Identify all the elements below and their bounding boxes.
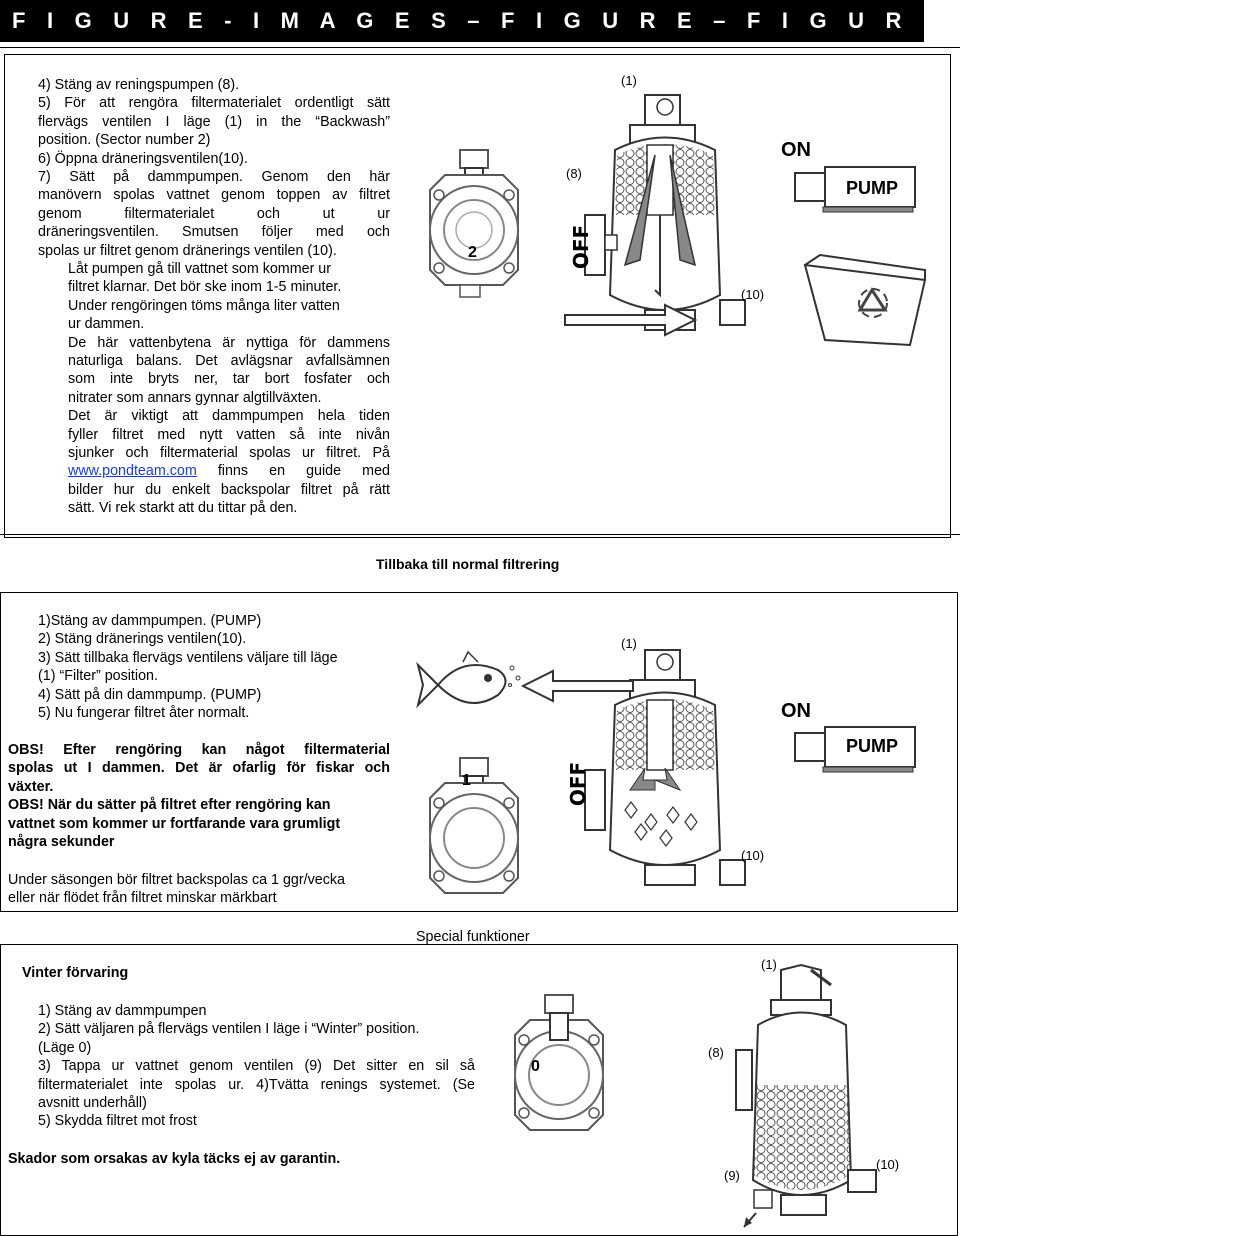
pump-on-label: ON <box>781 139 811 161</box>
text-line: (1) “Filter” position. <box>38 668 158 685</box>
text-line: filtermaterialet inte spolas ur. 4)Tvätta renings systemet. (Se <box>38 1076 475 1093</box>
text-line: Under rengöringen töms många liter vatten <box>68 297 340 314</box>
text-line: spolas ut I dammen. Det är ofarlig för fiskar och <box>8 760 390 777</box>
pump-on-label: ON <box>781 700 811 722</box>
text-line: naturliga balans. Det avlägsnar avfallsämnen <box>68 353 390 370</box>
label-valve: (1) <box>621 73 637 88</box>
text-line: avsnitt underhåll) <box>38 1095 147 1112</box>
text-line: 4) Stäng av reningspumpen (8). <box>38 77 240 93</box>
label-pump-8: (8) <box>566 166 582 181</box>
section-title-special: Special funktioner <box>416 929 530 945</box>
text-line: 7) Sätt på dammpumpen. Genom den här <box>38 169 390 186</box>
text-line: manövern spolas vattnet genom toppen av filtret <box>38 187 390 204</box>
section-title-normal: Tillbaka till normal filtrering <box>376 556 560 572</box>
valve-dial-backwash <box>415 150 545 300</box>
text-line: 1) Stäng av dammpumpen <box>38 1003 207 1019</box>
text-line: 5) Nu fungerar filtret åter normalt. <box>38 705 250 722</box>
warranty-note: Skador som orsakas av kyla täcks ej av garantin. <box>8 1151 341 1167</box>
off-label: OFF <box>566 761 590 807</box>
text-line: 1)Stäng av dammpumpen. (PUMP) <box>38 613 262 629</box>
label-drain-10: (10) <box>741 848 765 863</box>
label-valve: (1) <box>621 636 637 651</box>
arrow-right-icon <box>565 300 705 340</box>
text-line: (Läge 0) <box>38 1039 92 1056</box>
recycle-bin-icon <box>800 255 930 350</box>
pump-label: PUMP <box>846 178 899 198</box>
fish-icon <box>418 650 528 720</box>
text-line: som inte bryts ner, tar bort fosfater och <box>68 371 390 388</box>
text-line: genom filtermaterialet och ut ur <box>38 205 390 222</box>
arrow-left-icon <box>523 666 633 706</box>
valve-dial-filter <box>415 758 545 908</box>
divider <box>0 534 960 535</box>
winter-title: Vinter förvaring <box>22 965 129 981</box>
label-drain-9: (9) <box>724 1168 740 1183</box>
label-valve: (1) <box>761 957 777 972</box>
text-line: bilder hur du enkelt backspolar filtret på rätt <box>68 481 390 498</box>
text-fragment: finns en guide med <box>196 463 390 480</box>
text-line: 3) Sätt tillbaka flervägs ventilens väljare till läge <box>38 649 338 666</box>
text-line: eller när flödet från filtret minskar märkbart <box>8 890 277 907</box>
text-line: 6) Öppna dräneringsventilen(10). <box>38 150 248 167</box>
text-line: sätt. Vi rek starkt att du tittar på den. <box>68 500 298 517</box>
text-line: 2) Stäng dränerings ventilen(10). <box>38 631 247 648</box>
normal-warnings <box>8 741 390 851</box>
pondteam-link[interactable]: www.pondteam.com <box>68 463 197 480</box>
text-line: några sekunder <box>8 834 115 851</box>
text-line: Låt pumpen gå till vattnet som kommer ur <box>68 261 332 277</box>
text-line: De här vattenbytena är nyttiga för dammens <box>68 334 390 351</box>
filter-tank-winter <box>736 965 886 1233</box>
text-line: vattnet som kommer ur fortfarande vara grumligt <box>8 815 341 832</box>
text-line: position. (Sector number 2) <box>38 132 211 149</box>
off-label: OFF <box>569 224 593 270</box>
text-line: ur dammen. <box>68 316 145 333</box>
normal-steps <box>38 612 390 722</box>
label-drain-10: (10) <box>876 1157 900 1172</box>
text-line: 4) Sätt på din dammpump. (PUMP) <box>38 686 262 703</box>
text-line: fyller filtret med nytt vatten så inte nivån <box>68 426 390 443</box>
text-line: nitrater som annars gynnar algtillväxten. <box>68 389 322 406</box>
text-line: 2) Sätt väljaren på flervägs ventilen I läge i “Winter” position. <box>38 1021 420 1038</box>
pump-label: PUMP <box>846 736 899 756</box>
text-line: 5) Skydda filtret mot frost <box>38 1113 197 1130</box>
label-drain-10: (10) <box>741 287 765 302</box>
text-line <box>68 462 390 480</box>
valve-position-label: 2 <box>468 244 477 261</box>
text-line: OBS! Efter rengöring kan något filtermaterial <box>8 742 390 758</box>
text-line: sjunker och filtermaterial spolas ur filtret. På <box>68 445 390 462</box>
text-line: 3) Tappa ur vattnet genom ventilen (9) Det sitter en sil så <box>38 1058 475 1075</box>
text-line: växter. <box>8 778 54 795</box>
winter-steps <box>38 1002 475 1131</box>
divider <box>0 47 960 48</box>
backwash-text-indented <box>68 260 390 518</box>
text-line: filtret klarnar. Det bör ske inom 1-5 minuter. <box>68 279 342 296</box>
normal-season <box>8 871 390 908</box>
label-pump-8: (8) <box>708 1045 724 1060</box>
text-line: spolas ur filtret genom dränerings ventilen (10). <box>38 242 337 259</box>
page-header: F I G U R E - I M A G E S – F I G U R E – F I G U R E N - F I G U R A S <box>0 0 924 42</box>
valve-position-label: 1 <box>462 772 471 789</box>
text-line: OBS! När du sätter på filtret efter rengöring kan <box>8 797 331 814</box>
valve-dial-winter <box>500 995 630 1145</box>
text-line: 5) För att rengöra filtermaterialet ordentligt sätt <box>38 95 390 112</box>
valve-position-label: 0 <box>531 1058 540 1075</box>
backwash-text <box>38 76 390 260</box>
text-line: flervägs ventilen I läge (1) in the “Backwash” <box>38 113 390 130</box>
text-line: Under säsongen bör filtret backspolas ca 1 ggr/vecka <box>8 872 345 888</box>
text-line: Det är viktigt att dammpumpen hela tiden <box>68 408 390 425</box>
text-line: dräneringsventilen. Smutsen följer med och <box>38 224 390 241</box>
